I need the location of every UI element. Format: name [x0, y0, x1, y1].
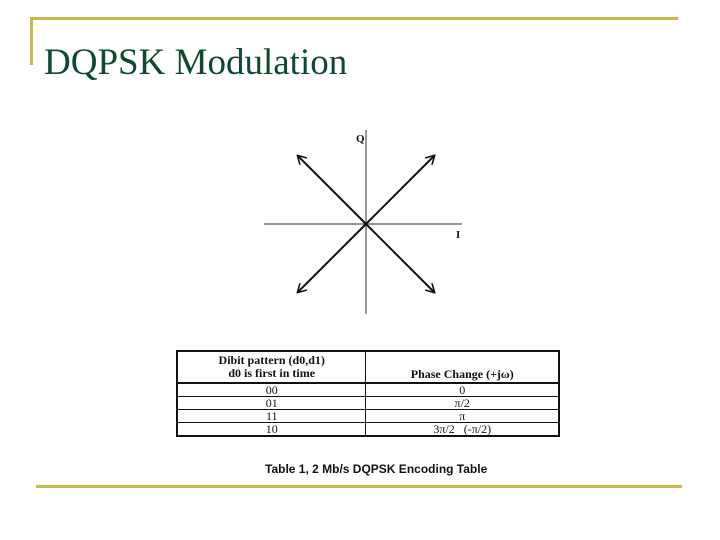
arrow-upper-right — [366, 156, 434, 224]
dibit-header-line1: Dibit pattern (d0,d1) — [218, 353, 325, 367]
dibit-cell: 01 — [177, 397, 366, 410]
slide-title: DQPSK Modulation — [44, 42, 348, 83]
table-row — [177, 423, 559, 437]
dibit-header — [177, 351, 366, 383]
arrow-lower-right — [366, 224, 434, 292]
arrow-upper-left — [298, 156, 366, 224]
encoding-table — [176, 350, 560, 437]
phase-header: Phase Change (+jω) — [366, 351, 559, 383]
table-header-row — [177, 351, 559, 383]
dibit-cell: 00 — [177, 383, 366, 397]
phase-cell: π — [366, 410, 559, 423]
table-row — [177, 383, 559, 397]
encoding-table-container — [176, 350, 560, 437]
table-row — [177, 397, 559, 410]
table-caption: Table 1, 2 Mb/s DQPSK Encoding Table — [265, 462, 488, 476]
arrow-lower-left — [298, 224, 366, 292]
phase-cell: 3π/2 (-π/2) — [366, 423, 559, 437]
q-axis-label: Q — [356, 133, 365, 145]
dibit-header-line2: d0 is first in time — [228, 366, 316, 380]
dibit-cell: 11 — [177, 410, 366, 423]
phase-cell: π/2 — [366, 397, 559, 410]
i-axis-label: I — [456, 229, 461, 241]
dibit-cell: 10 — [177, 423, 366, 437]
phase-cell: 0 — [366, 383, 559, 397]
table-row — [177, 410, 559, 423]
